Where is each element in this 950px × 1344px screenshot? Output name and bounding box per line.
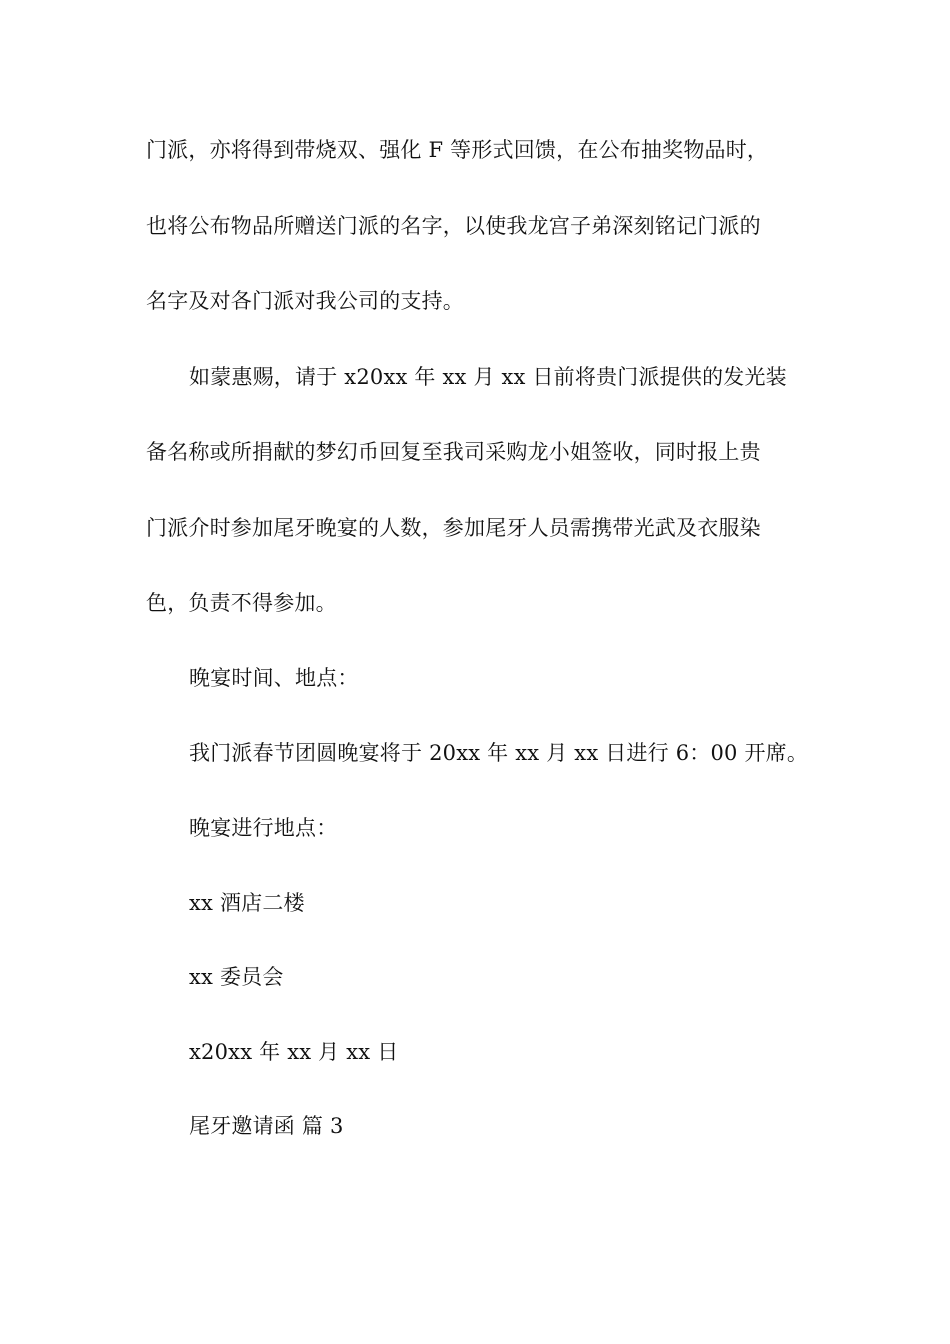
- dinner-time-line: 我门派春节团圆晚宴将于 20xx 年 xx 月 xx 日进行 6：00 开席。: [189, 741, 809, 765]
- signature-date-line: x20xx 年 xx 月 xx 日: [189, 1040, 399, 1064]
- paragraph-line-2: 也将公布物品所赠送门派的名字，以使我龙宫子弟深刻铭记门派的: [146, 214, 761, 238]
- hotel-location-line: xx 酒店二楼: [189, 891, 305, 915]
- section-heading-time-location: 晚宴时间、地点：: [189, 666, 359, 690]
- paragraph-line-7: 色，负责不得参加。: [146, 591, 337, 615]
- paragraph-line-4: 如蒙惠赐，请于 x20xx 年 xx 月 xx 日前将贵门派提供的发光装: [189, 365, 787, 389]
- paragraph-line-1: 门派，亦将得到带烧双、强化 F 等形式回馈，在公布抽奖物品时，: [146, 138, 769, 162]
- paragraph-line-6: 门派介时参加尾牙晚宴的人数，参加尾牙人员需携带光武及衣服染: [146, 516, 761, 540]
- next-section-title: 尾牙邀请函 篇 3: [189, 1114, 344, 1138]
- paragraph-line-5: 备名称或所捐献的梦幻币回复至我司采购龙小姐签收，同时报上贵: [146, 440, 761, 464]
- dinner-location-heading: 晚宴进行地点：: [189, 816, 338, 840]
- paragraph-line-3: 名字及对各门派对我公司的支持。: [146, 289, 464, 313]
- committee-signature-line: xx 委员会: [189, 965, 284, 989]
